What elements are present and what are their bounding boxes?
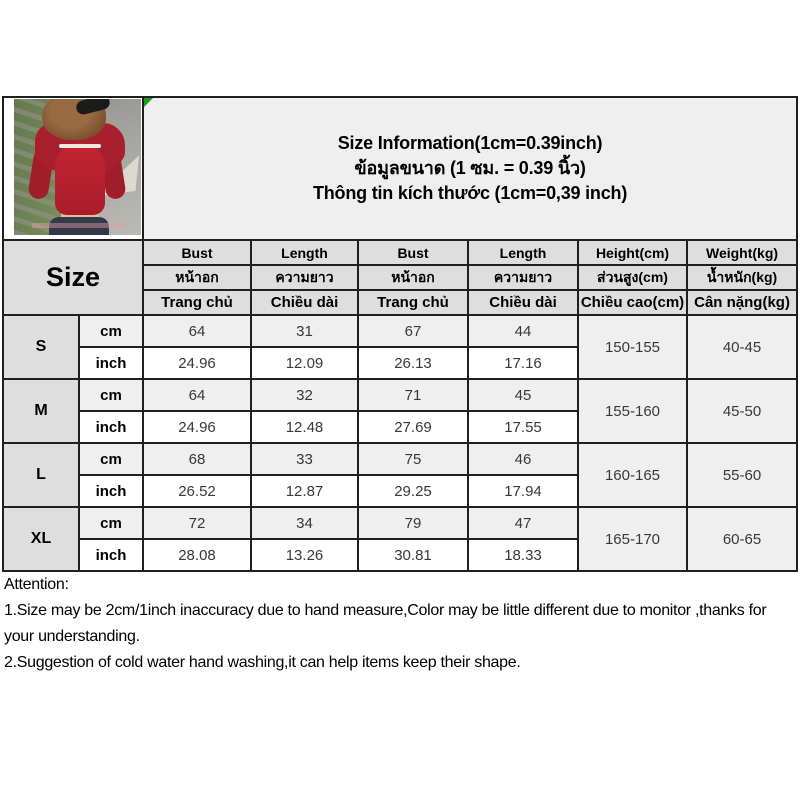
cell-value: 64 <box>143 379 251 411</box>
col-header-bust-1-th: หน้าอก <box>143 265 251 290</box>
cell-value: 47 <box>468 507 578 539</box>
col-header-height-vi: Chiều cao(cm) <box>578 290 687 315</box>
col-header-length-1-th: ความยาว <box>251 265 358 290</box>
size-label-l: L <box>3 443 79 507</box>
cell-value: 45 <box>468 379 578 411</box>
col-header-bust-1-vi: Trang chủ <box>143 290 251 315</box>
attention-line-1: 1.Size may be 2cm/1inch inaccuracy due to hand measure,Color may be little different due to monitor ,thanks for your understanding. <box>4 602 767 645</box>
col-header-weight-th: น้ำหนัก(kg) <box>687 265 797 290</box>
attention-line-2: 2.Suggestion of cold water hand washing,it can help items keep their shape. <box>4 654 521 671</box>
attention-note <box>4 572 796 676</box>
weight-range: 55-60 <box>687 443 797 507</box>
col-header-bust-2-vi: Trang chủ <box>358 290 468 315</box>
cell-value: 72 <box>143 507 251 539</box>
height-range: 160-165 <box>578 443 687 507</box>
size-header: Size <box>3 240 143 315</box>
photo-watermark <box>32 223 124 228</box>
col-header-height: Height(cm) <box>578 240 687 265</box>
cell-value: 44 <box>468 315 578 347</box>
height-range: 165-170 <box>578 507 687 571</box>
col-header-length-2: Length <box>468 240 578 265</box>
title-vietnamese: Thông tin kích thước (1cm=0,39 inch) <box>312 183 628 203</box>
size-table <box>2 96 798 572</box>
unit-inch: inch <box>79 411 143 443</box>
header-row-english <box>3 240 797 265</box>
cell-value: 24.96 <box>143 347 251 379</box>
cell-value: 67 <box>358 315 468 347</box>
size-label-m: M <box>3 379 79 443</box>
col-header-bust-2-th: หน้าอก <box>358 265 468 290</box>
height-range: 150-155 <box>578 315 687 379</box>
height-range: 155-160 <box>578 379 687 443</box>
size-label-s: S <box>3 315 79 379</box>
cell-value: 30.81 <box>358 539 468 571</box>
cell-value: 17.94 <box>468 475 578 507</box>
col-header-bust-1: Bust <box>143 240 251 265</box>
cell-value: 12.87 <box>251 475 358 507</box>
product-photo-cell <box>3 97 143 240</box>
weight-range: 60-65 <box>687 507 797 571</box>
col-header-height-th: ส่วนสูง(cm) <box>578 265 687 290</box>
col-header-length-1-vi: Chiều dài <box>251 290 358 315</box>
cell-value: 34 <box>251 507 358 539</box>
product-photo <box>14 99 141 235</box>
col-header-weight-vi: Cân nặng(kg) <box>687 290 797 315</box>
title-cell <box>143 97 797 240</box>
cell-value: 31 <box>251 315 358 347</box>
weight-range: 40-45 <box>687 315 797 379</box>
weight-range: 45-50 <box>687 379 797 443</box>
title-thai: ข้อมูลขนาด (1 ซม. = 0.39 นิ้ว) <box>354 158 586 178</box>
cell-value: 29.25 <box>358 475 468 507</box>
col-header-length-2-th: ความยาว <box>468 265 578 290</box>
cell-comment-marker-icon <box>144 98 153 107</box>
cell-value: 79 <box>358 507 468 539</box>
col-header-length-2-vi: Chiều dài <box>468 290 578 315</box>
cell-value: 33 <box>251 443 358 475</box>
photo-red-top <box>55 143 105 215</box>
cell-value: 64 <box>143 315 251 347</box>
cell-value: 26.52 <box>143 475 251 507</box>
cell-value: 24.96 <box>143 411 251 443</box>
cell-value: 17.16 <box>468 347 578 379</box>
cell-value: 28.08 <box>143 539 251 571</box>
table-row-xl-cm <box>3 507 797 539</box>
col-header-length-1: Length <box>251 240 358 265</box>
unit-cm: cm <box>79 443 143 475</box>
cell-value: 12.09 <box>251 347 358 379</box>
cell-value: 18.33 <box>468 539 578 571</box>
unit-inch: inch <box>79 475 143 507</box>
cell-value: 71 <box>358 379 468 411</box>
cell-value: 12.48 <box>251 411 358 443</box>
table-row-s-cm <box>3 315 797 347</box>
cell-value: 17.55 <box>468 411 578 443</box>
cell-value: 13.26 <box>251 539 358 571</box>
table-row-l-cm <box>3 443 797 475</box>
unit-cm: cm <box>79 379 143 411</box>
title-row <box>3 97 797 240</box>
unit-cm: cm <box>79 507 143 539</box>
cell-value: 68 <box>143 443 251 475</box>
cell-value: 32 <box>251 379 358 411</box>
cell-value: 46 <box>468 443 578 475</box>
unit-cm: cm <box>79 315 143 347</box>
col-header-weight: Weight(kg) <box>687 240 797 265</box>
cell-value: 75 <box>358 443 468 475</box>
title-english: Size Information(1cm=0.39inch) <box>337 133 603 153</box>
table-row-m-cm <box>3 379 797 411</box>
cell-value: 26.13 <box>358 347 468 379</box>
col-header-bust-2: Bust <box>358 240 468 265</box>
size-label-xl: XL <box>3 507 79 571</box>
unit-inch: inch <box>79 539 143 571</box>
attention-heading: Attention: <box>4 576 69 593</box>
unit-inch: inch <box>79 347 143 379</box>
cell-value: 27.69 <box>358 411 468 443</box>
